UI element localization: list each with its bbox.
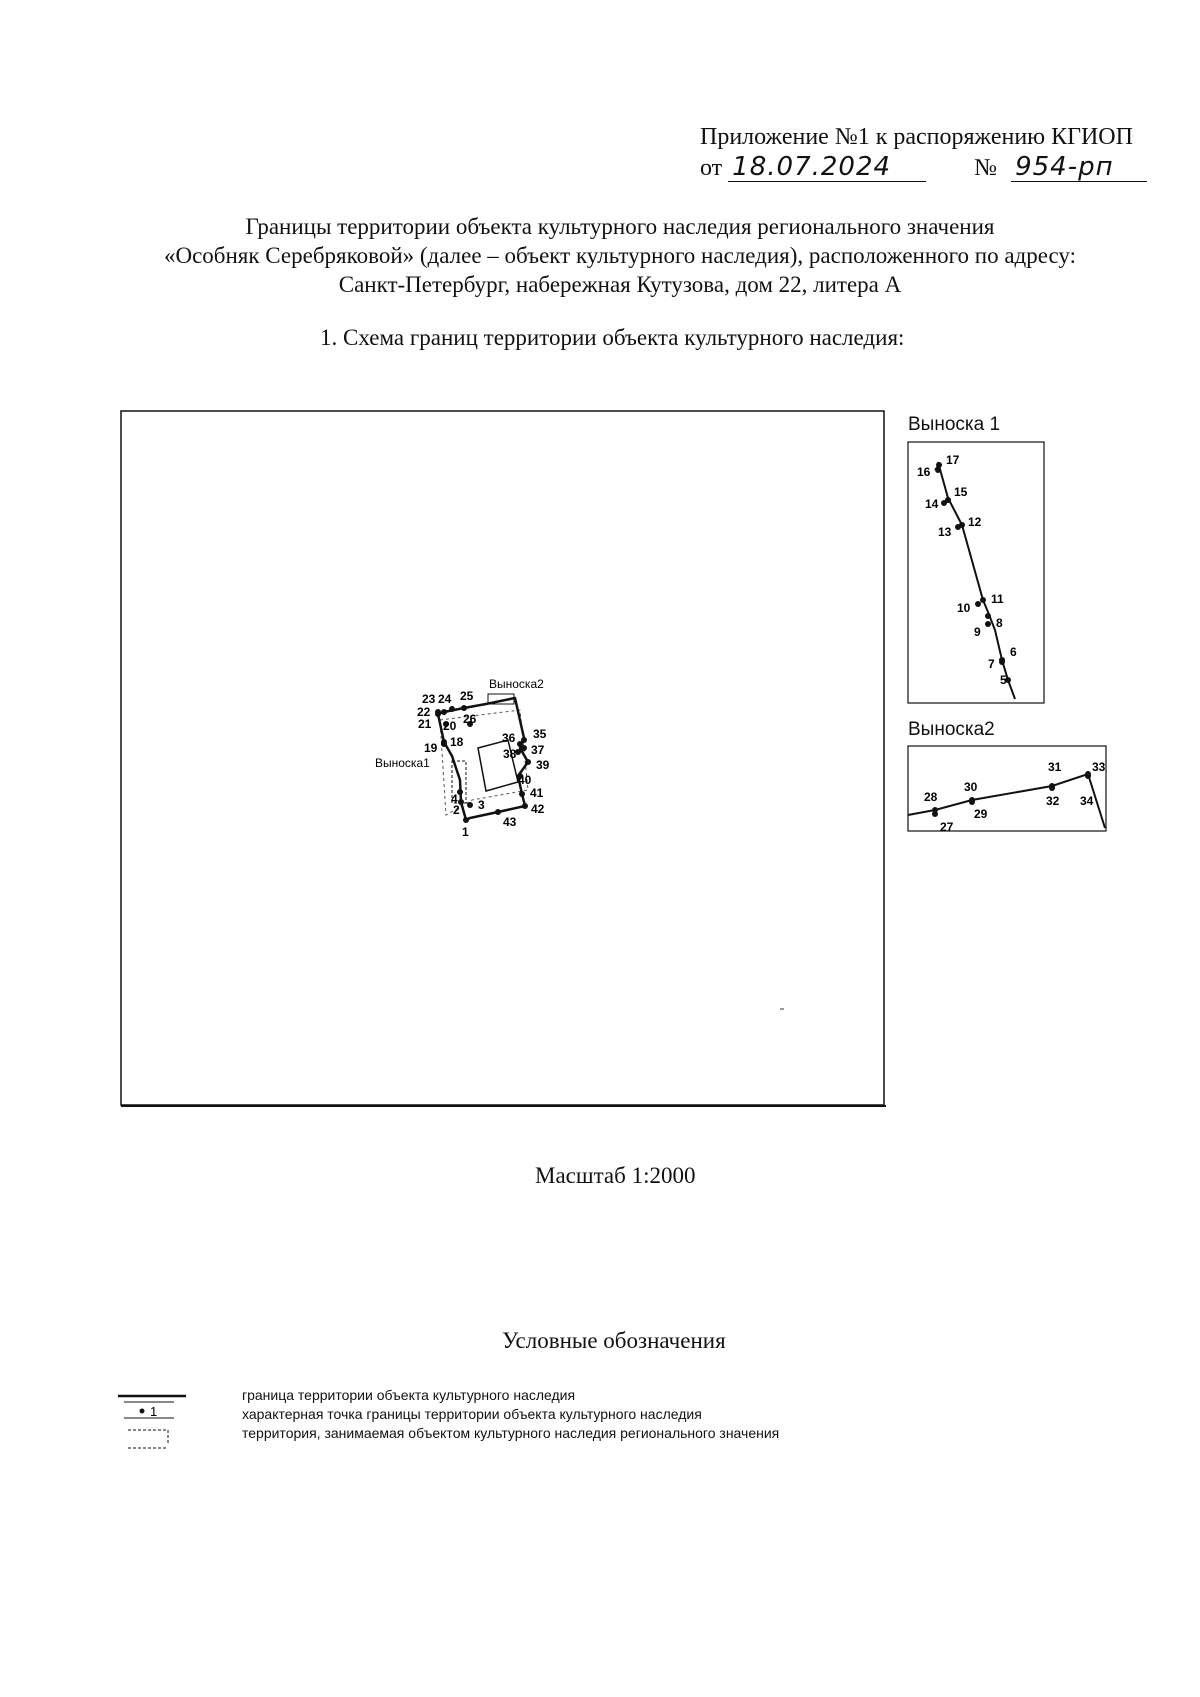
callout2-point-32	[1049, 785, 1055, 791]
callout2-point-29	[969, 799, 975, 805]
date-prefix: от	[700, 155, 723, 181]
legend-building-symbol	[128, 1430, 168, 1448]
main-point-41	[519, 791, 525, 797]
main-point-label-37: 37	[531, 743, 545, 757]
order-number: 954-рп	[1011, 153, 1147, 182]
callout2-point-label-34: 34	[1080, 794, 1094, 808]
main-point-label-42: 42	[531, 802, 545, 816]
main-point-label-23: 23	[422, 692, 436, 706]
callout1-point-17	[936, 462, 942, 468]
callout1-point-16	[935, 467, 941, 473]
callout2-point-label-28: 28	[924, 790, 938, 804]
main-point-43	[495, 809, 501, 815]
main-point-label-1: 1	[462, 825, 469, 839]
legend-point-label: 1	[150, 1404, 158, 1419]
main-point-25	[461, 705, 467, 711]
callout1-point-14	[941, 500, 947, 506]
callout2-point-label-32: 32	[1046, 794, 1060, 808]
callout1-point-8	[985, 613, 991, 619]
main-point-label-41: 41	[530, 786, 544, 800]
callout1-point-label-13: 13	[938, 525, 952, 539]
callout1-point-label-17: 17	[946, 453, 960, 467]
main-point-label-20: 20	[443, 719, 457, 733]
callout1-point-13	[955, 524, 961, 530]
main-point-label-26: 26	[463, 712, 477, 726]
number-prefix: №	[974, 155, 998, 181]
main-point-label-4: 4	[451, 792, 458, 806]
main-point-label-39: 39	[536, 758, 550, 772]
main-point-label-22: 22	[417, 705, 431, 719]
callout2-frame	[908, 746, 1106, 831]
main-point-label-43: 43	[503, 815, 517, 829]
callout1-point-11	[980, 597, 986, 603]
legend-title: Условные обозначения	[502, 1328, 726, 1353]
main-point-label-18: 18	[450, 735, 464, 749]
main-point-24	[449, 706, 455, 712]
main-point-label-21: 21	[418, 717, 432, 731]
main-point-1	[463, 817, 469, 823]
main-point-label-38: 38	[503, 747, 517, 761]
section-heading: 1. Схема границ территории объекта культурного наследия:	[320, 325, 905, 350]
callout2-marker-label: Выноска2	[489, 677, 544, 691]
title-line-3: Санкт-Петербург, набережная Кутузова, дом 22, литера А	[338, 272, 902, 297]
callout1-point-label-12: 12	[968, 515, 982, 529]
callout1-point-label-10: 10	[957, 601, 971, 615]
callout1-point-label-7: 7	[988, 657, 995, 671]
callout2-point-label-29: 29	[974, 807, 988, 821]
callout1-point-label-9: 9	[974, 625, 981, 639]
main-point-label-3: 3	[478, 798, 485, 812]
callout1-point-label-16: 16	[917, 465, 931, 479]
callout1-point-label-5: 5	[1000, 673, 1007, 687]
callout1-point-label-11: 11	[991, 592, 1004, 606]
callout1-point-10	[975, 601, 981, 607]
callout2-point-label-33: 33	[1092, 760, 1106, 774]
main-point-label-24: 24	[438, 692, 452, 706]
callout1-point-label-15: 15	[954, 485, 968, 499]
callout2-point-label-30: 30	[964, 780, 978, 794]
main-point-37	[521, 745, 527, 751]
callout1-point-label-14: 14	[925, 497, 939, 511]
main-point-19	[441, 741, 447, 747]
callout1-point-label-6: 6	[1010, 645, 1017, 659]
main-point-3	[467, 802, 473, 808]
callout2-point-label-27: 27	[940, 820, 954, 834]
main-point-label-35: 35	[533, 727, 547, 741]
main-point-39	[525, 759, 531, 765]
main-point-label-2: 2	[453, 803, 460, 817]
callout2-point-27	[932, 811, 938, 817]
main-point-42	[522, 803, 528, 809]
scale-label: Масштаб 1:2000	[535, 1163, 696, 1188]
callout1-point-9	[985, 621, 991, 627]
main-point-4	[457, 789, 463, 795]
legend-item-boundary: граница территории объекта культурного наследия	[242, 1387, 576, 1403]
callout1-point-label-8: 8	[996, 616, 1003, 630]
callout1-marker-label: Выноска1	[375, 756, 430, 770]
title-line-2: «Особняк Серебряковой» (далее – объект культурного наследия), расположенного по адресу:	[163, 243, 1077, 268]
callout1-point-7	[999, 659, 1005, 665]
main-point-label-19: 19	[424, 741, 438, 755]
callout2-point-34	[1085, 773, 1091, 779]
main-point-label-40: 40	[518, 773, 532, 787]
callout2-point-label-31: 31	[1048, 760, 1062, 774]
callout1-title: Выноска 1	[908, 414, 1001, 435]
main-point-label-25: 25	[460, 689, 474, 703]
legend-point-symbol	[140, 1409, 145, 1414]
callout2-boundary-line	[908, 774, 1105, 828]
main-point-22	[435, 709, 441, 715]
legend-item-building: территория, занимаемая объектом культурного наследия регионального значения	[242, 1425, 780, 1441]
title-line-1: Границы территории объекта культурного наследия регионального значения	[245, 214, 995, 239]
order-date: 18.07.2024	[728, 153, 926, 182]
main-point-label-36: 36	[502, 731, 516, 745]
legend-item-point: характерная точка границы территории объекта культурного наследия	[242, 1406, 702, 1422]
appendix-line: Приложение №1 к распоряжению КГИОП	[700, 124, 1133, 150]
callout2-title: Выноска2	[908, 719, 995, 740]
main-point-23	[441, 709, 447, 715]
